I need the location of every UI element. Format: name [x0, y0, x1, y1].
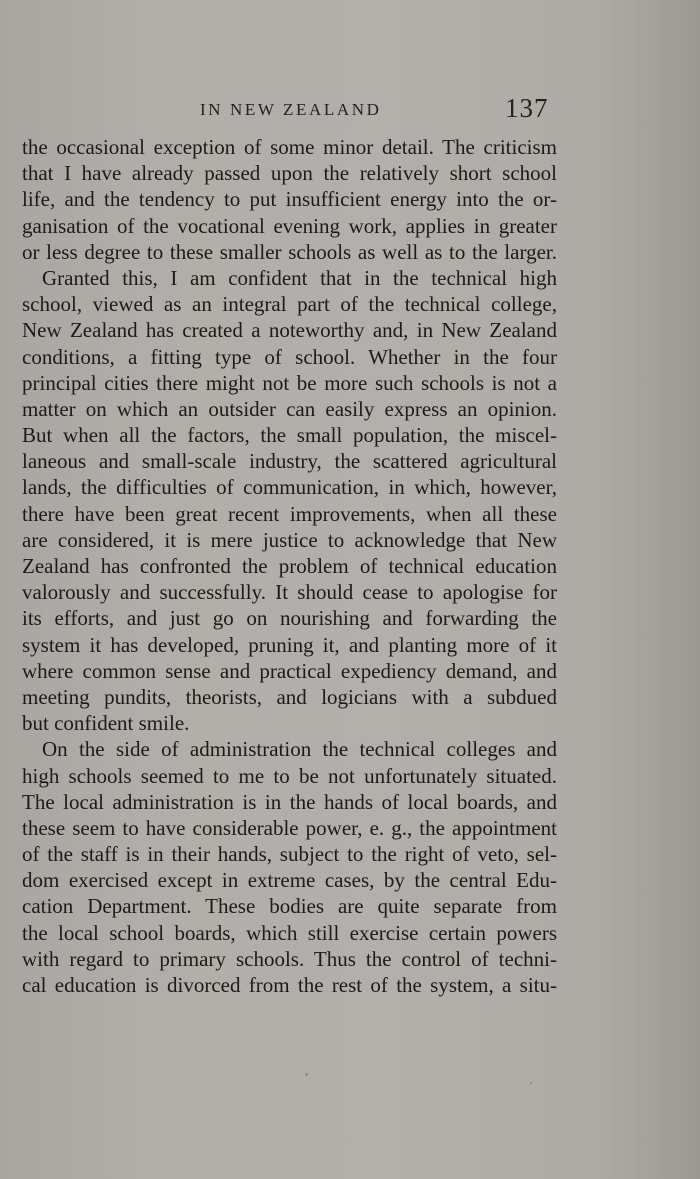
text-line: system it has developed, pruning it, and planting more of it — [22, 632, 557, 657]
paper-speck — [305, 1073, 308, 1076]
text-line: where common sense and practical expediency demand, and — [22, 658, 557, 683]
running-head: IN NEW ZEALAND — [200, 100, 382, 119]
text-line: But when all the factors, the small population, the miscel- — [22, 423, 557, 448]
text-line: The local administration is in the hands of local boards, and — [22, 789, 557, 814]
text-line: life, and the tendency to put insufficient energy into the or- — [22, 187, 557, 212]
text-line: there have been great recent improvements, when all these — [22, 501, 557, 526]
text-line: the occasional exception of some minor detail. The criticism — [22, 135, 557, 159]
text-line: On the side of administration the technical colleges and — [42, 737, 557, 762]
text-line: or less degree to these smaller schools as well as to the larger. — [22, 239, 557, 264]
text-line: cal education is divorced from the rest of the system, a situ- — [22, 973, 557, 997]
text-line: matter on which an outsider can easily express an opinion. — [22, 396, 557, 421]
text-line: cation Department. These bodies are quite separate from — [22, 894, 557, 919]
text-line: these seem to have considerable power, e. g., the appointment — [22, 815, 557, 840]
text-line: of the staff is in their hands, subject to the right of veto, sel- — [22, 842, 557, 867]
text-line: are considered, it is mere justice to acknowledge that New — [22, 527, 557, 552]
text-line: meeting pundits, theorists, and logicians with a subdued — [22, 684, 557, 709]
text-line: ganisation of the vocational evening work, applies in greater — [22, 213, 557, 238]
text-line: with regard to primary schools. Thus the control of techni- — [22, 946, 557, 971]
text-line: high schools seemed to me to be not unfortunately situated. — [22, 763, 557, 788]
text-line: principal cities there might not be more such schools is not a — [22, 370, 557, 395]
text-line: but confident smile. — [22, 711, 190, 736]
text-line: that I have already passed upon the relatively short school — [22, 161, 557, 186]
text-line: conditions, a fitting type of school. Whether in the four — [22, 344, 557, 369]
text-line: New Zealand has created a noteworthy and, in New Zealand — [22, 318, 557, 343]
text-line: the local school boards, which still exercise certain powers — [22, 920, 557, 945]
paper-speck — [530, 1082, 532, 1084]
text-line: its efforts, and just go on nourishing and forwarding the — [22, 606, 557, 631]
text-line: valorously and successfully. It should cease to apologise for — [22, 580, 557, 605]
text-line: Granted this, I am confident that in the technical high — [42, 265, 557, 290]
body-text — [22, 134, 557, 998]
page-number: 137 — [505, 93, 549, 123]
text-line: lands, the difficulties of communication, in which, however, — [22, 475, 557, 500]
text-line: laneous and small-scale industry, the scattered agricultural — [22, 449, 557, 474]
text-line: dom exercised except in extreme cases, by the central Edu- — [22, 868, 557, 893]
text-line: school, viewed as an integral part of the technical college, — [22, 292, 557, 317]
text-line: Zealand has confronted the problem of technical education — [22, 554, 557, 578]
